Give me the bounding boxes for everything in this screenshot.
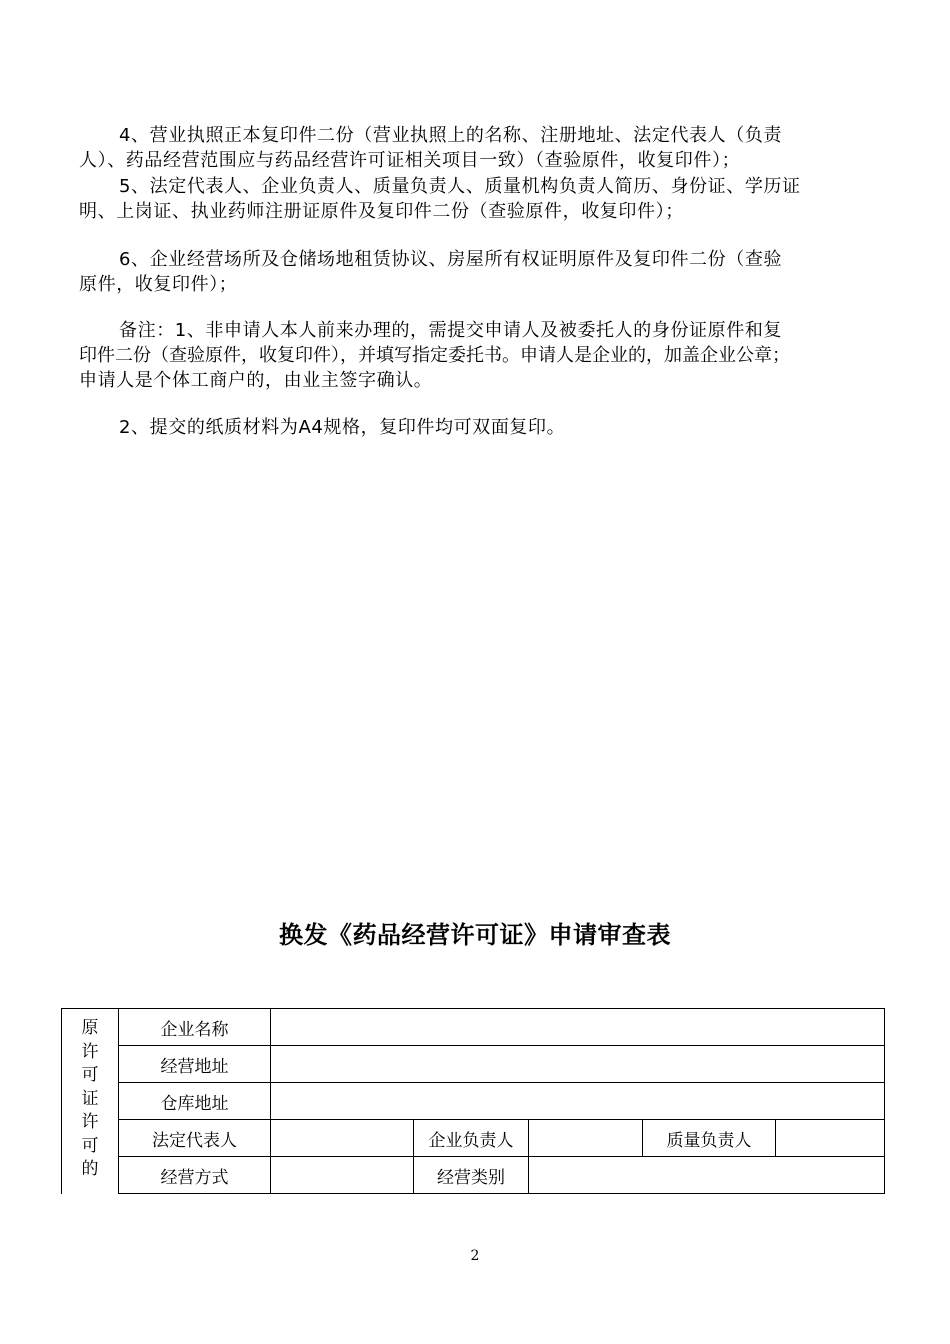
side-char: 原 [81, 1018, 99, 1038]
row-business-mode [62, 1157, 885, 1194]
item-6-line-1: 6、企业经营场所及仓储场地租赁协议、房屋所有权证明原件及复印件二份（查验 [119, 249, 783, 270]
side-char: 许 [81, 1041, 99, 1062]
quality-head-field[interactable] [776, 1120, 885, 1157]
item-5 [79, 174, 899, 224]
note-1 [79, 318, 899, 393]
company-head-field[interactable] [529, 1120, 643, 1157]
note-2-line-1: 2、提交的纸质材料为A4规格，复印件均可双面复印。 [119, 417, 566, 438]
item-4 [79, 123, 899, 173]
note-1-line-1: 备注：1、非申请人本人前来办理的，需提交申请人及被委托人的身份证原件和复 [119, 320, 783, 341]
company-name-field[interactable] [271, 1009, 885, 1046]
warehouse-address-field[interactable] [271, 1083, 885, 1120]
legal-rep-field[interactable] [271, 1120, 414, 1157]
item-6 [79, 247, 899, 297]
side-char: 证 [81, 1088, 99, 1109]
company-name-label: 企业名称 [119, 1009, 271, 1046]
side-char: 可 [81, 1065, 99, 1085]
row-warehouse-address [62, 1083, 885, 1120]
quality-head-label: 质量负责人 [643, 1120, 776, 1157]
item-5-line-2: 明、上岗证、执业药师注册证原件及复印件二份（查验原件，收复印件）； [79, 201, 684, 222]
warehouse-address-label: 仓库地址 [119, 1083, 271, 1120]
item-6-line-2: 原件，收复印件）； [79, 274, 238, 295]
legal-rep-label: 法定代表人 [119, 1120, 271, 1157]
side-char: 的 [81, 1159, 99, 1179]
page-number: 2 [470, 1248, 480, 1264]
side-label [62, 1009, 119, 1194]
side-char: 可 [81, 1135, 99, 1156]
note-1-line-3: 申请人是个体工商户的，由业主签字确认。 [79, 370, 433, 391]
review-table [61, 1008, 885, 1194]
form-title: 换发《药品经营许可证》申请审查表 [279, 921, 671, 949]
company-head-label: 企业负责人 [414, 1120, 529, 1157]
row-responsible-persons [62, 1120, 885, 1157]
row-business-address [62, 1046, 885, 1083]
business-mode-label: 经营方式 [119, 1157, 271, 1194]
business-category-field[interactable] [529, 1157, 885, 1194]
note-2 [79, 415, 899, 440]
item-5-line-1: 5、法定代表人、企业负责人、质量负责人、质量机构负责人简历、身份证、学历证 [119, 176, 801, 197]
business-address-field[interactable] [271, 1046, 885, 1083]
business-category-label: 经营类别 [414, 1157, 529, 1194]
side-char: 许 [81, 1112, 99, 1132]
item-4-line-2: 人）、药品经营范围应与药品经营许可证相关项目一致）（查验原件，收复印件）； [79, 150, 741, 171]
business-mode-field[interactable] [271, 1157, 414, 1194]
row-company-name [62, 1009, 885, 1046]
item-4-line-1: 4、营业执照正本复印件二份（营业执照上的名称、注册地址、法定代表人（负责 [119, 125, 783, 146]
note-1-line-2: 印件二份（查验原件，收复印件），并填写指定委托书。申请人是企业的，加盖企业公章； [79, 345, 790, 366]
business-address-label: 经营地址 [119, 1046, 271, 1083]
